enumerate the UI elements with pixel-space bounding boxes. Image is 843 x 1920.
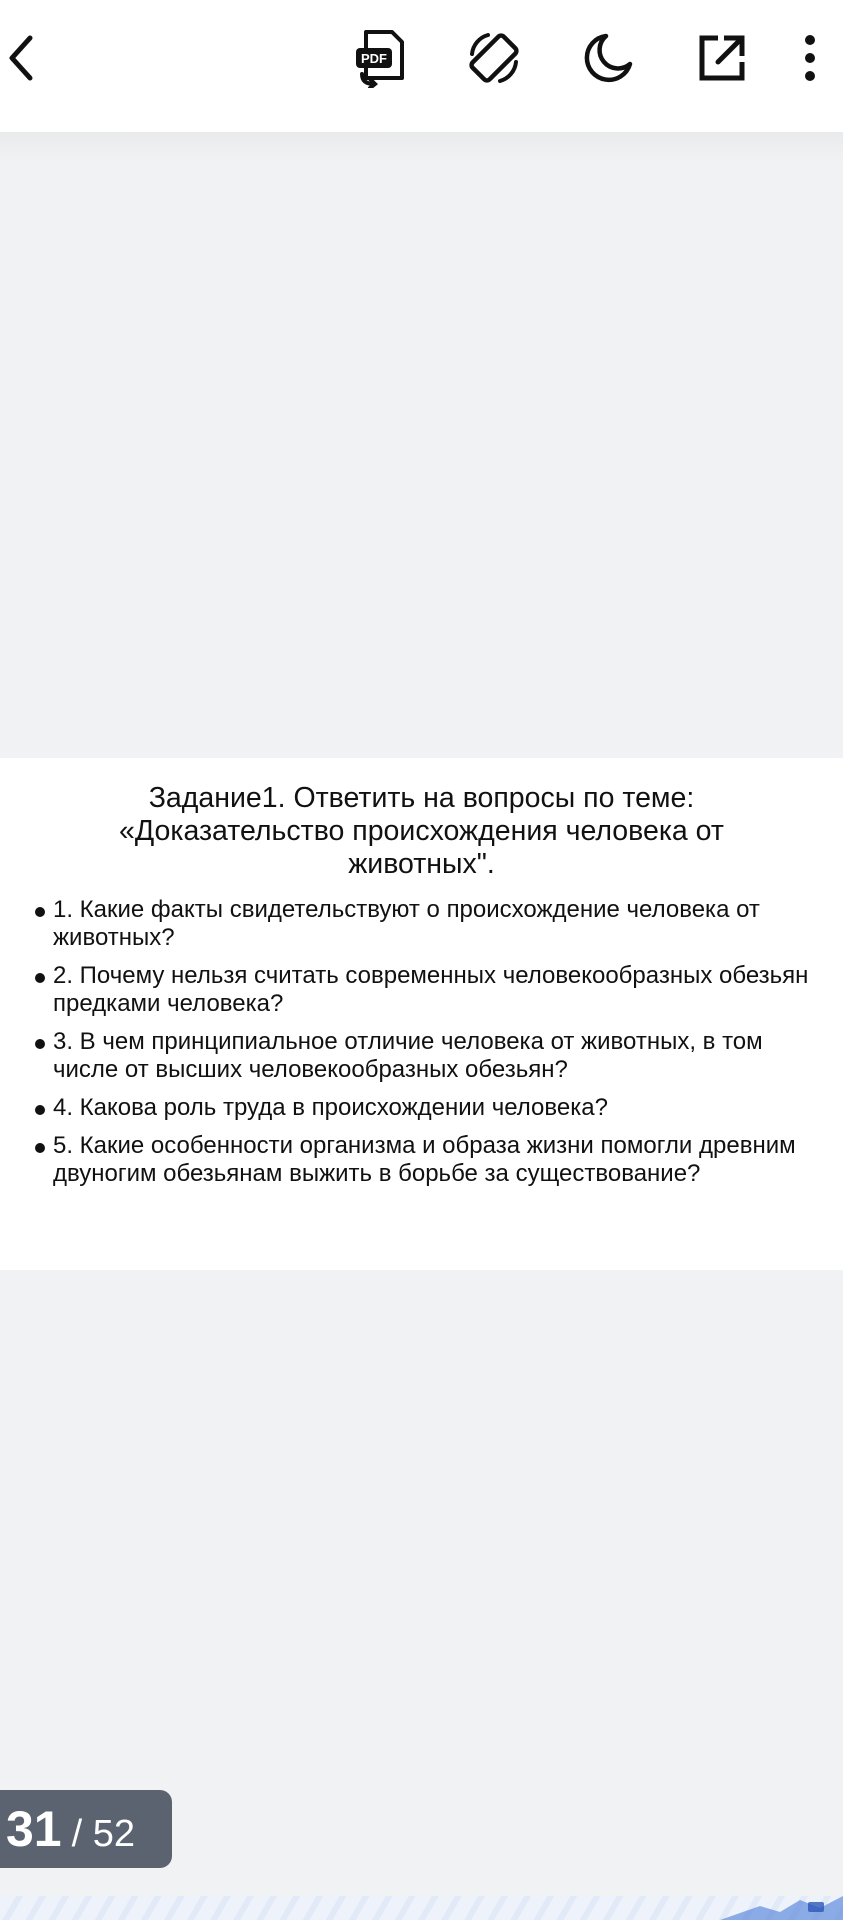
pdf-convert-icon: [352, 28, 408, 88]
bottom-banner: [0, 1896, 843, 1920]
question-text: 3. В чем принципиальное отличие человека от животных, в том числе от высших человекообразных обезьян?: [53, 1028, 763, 1083]
open-external-icon: [696, 32, 748, 84]
pdf-convert-button[interactable]: [348, 26, 412, 90]
back-button[interactable]: [0, 26, 54, 90]
bullet-icon: [35, 1039, 45, 1049]
night-mode-button[interactable]: [576, 26, 640, 90]
list-item: [33, 1094, 823, 1122]
document-page: [0, 758, 843, 1270]
current-page-number: 31: [6, 1801, 62, 1857]
page-title: Задание1. Ответить на вопросы по теме: «Доказательство происхождения человека от животных".: [119, 782, 724, 880]
top-toolbar: [0, 0, 843, 132]
question-text: 4. Какова роль труда в происхождении человека?: [53, 1094, 608, 1121]
more-vertical-icon: [803, 32, 817, 84]
decorative-graphic-icon: [720, 1896, 843, 1920]
toolbar-shadow: [0, 132, 843, 162]
list-item: [33, 962, 823, 1018]
more-options-button[interactable]: [790, 26, 830, 90]
questions-list: [33, 896, 823, 1198]
question-text: 2. Почему нельзя считать современных человекообразных обезьян предками человека?: [53, 962, 809, 1017]
moon-icon: [580, 30, 636, 86]
list-item: [33, 1028, 823, 1084]
list-item: [33, 896, 823, 952]
rotate-screen-button[interactable]: [462, 26, 526, 90]
pdf-badge-label: PDF: [361, 51, 387, 66]
question-text: 5. Какие особенности организма и образа жизни помогли древним двуногим обезьянам выжить в борьбе за существование?: [53, 1132, 796, 1187]
bullet-icon: [35, 907, 45, 917]
screen-rotate-icon: [464, 28, 524, 88]
chevron-left-icon: [2, 30, 42, 86]
bullet-icon: [35, 1143, 45, 1153]
share-button[interactable]: [690, 26, 754, 90]
total-pages: / 52: [71, 1813, 136, 1855]
page-counter[interactable]: [0, 1790, 172, 1868]
list-item: [33, 1132, 823, 1188]
bullet-icon: [35, 1105, 45, 1115]
question-text: 1. Какие факты свидетельствуют о происхождение человека от животных?: [53, 896, 760, 951]
bullet-icon: [35, 973, 45, 983]
